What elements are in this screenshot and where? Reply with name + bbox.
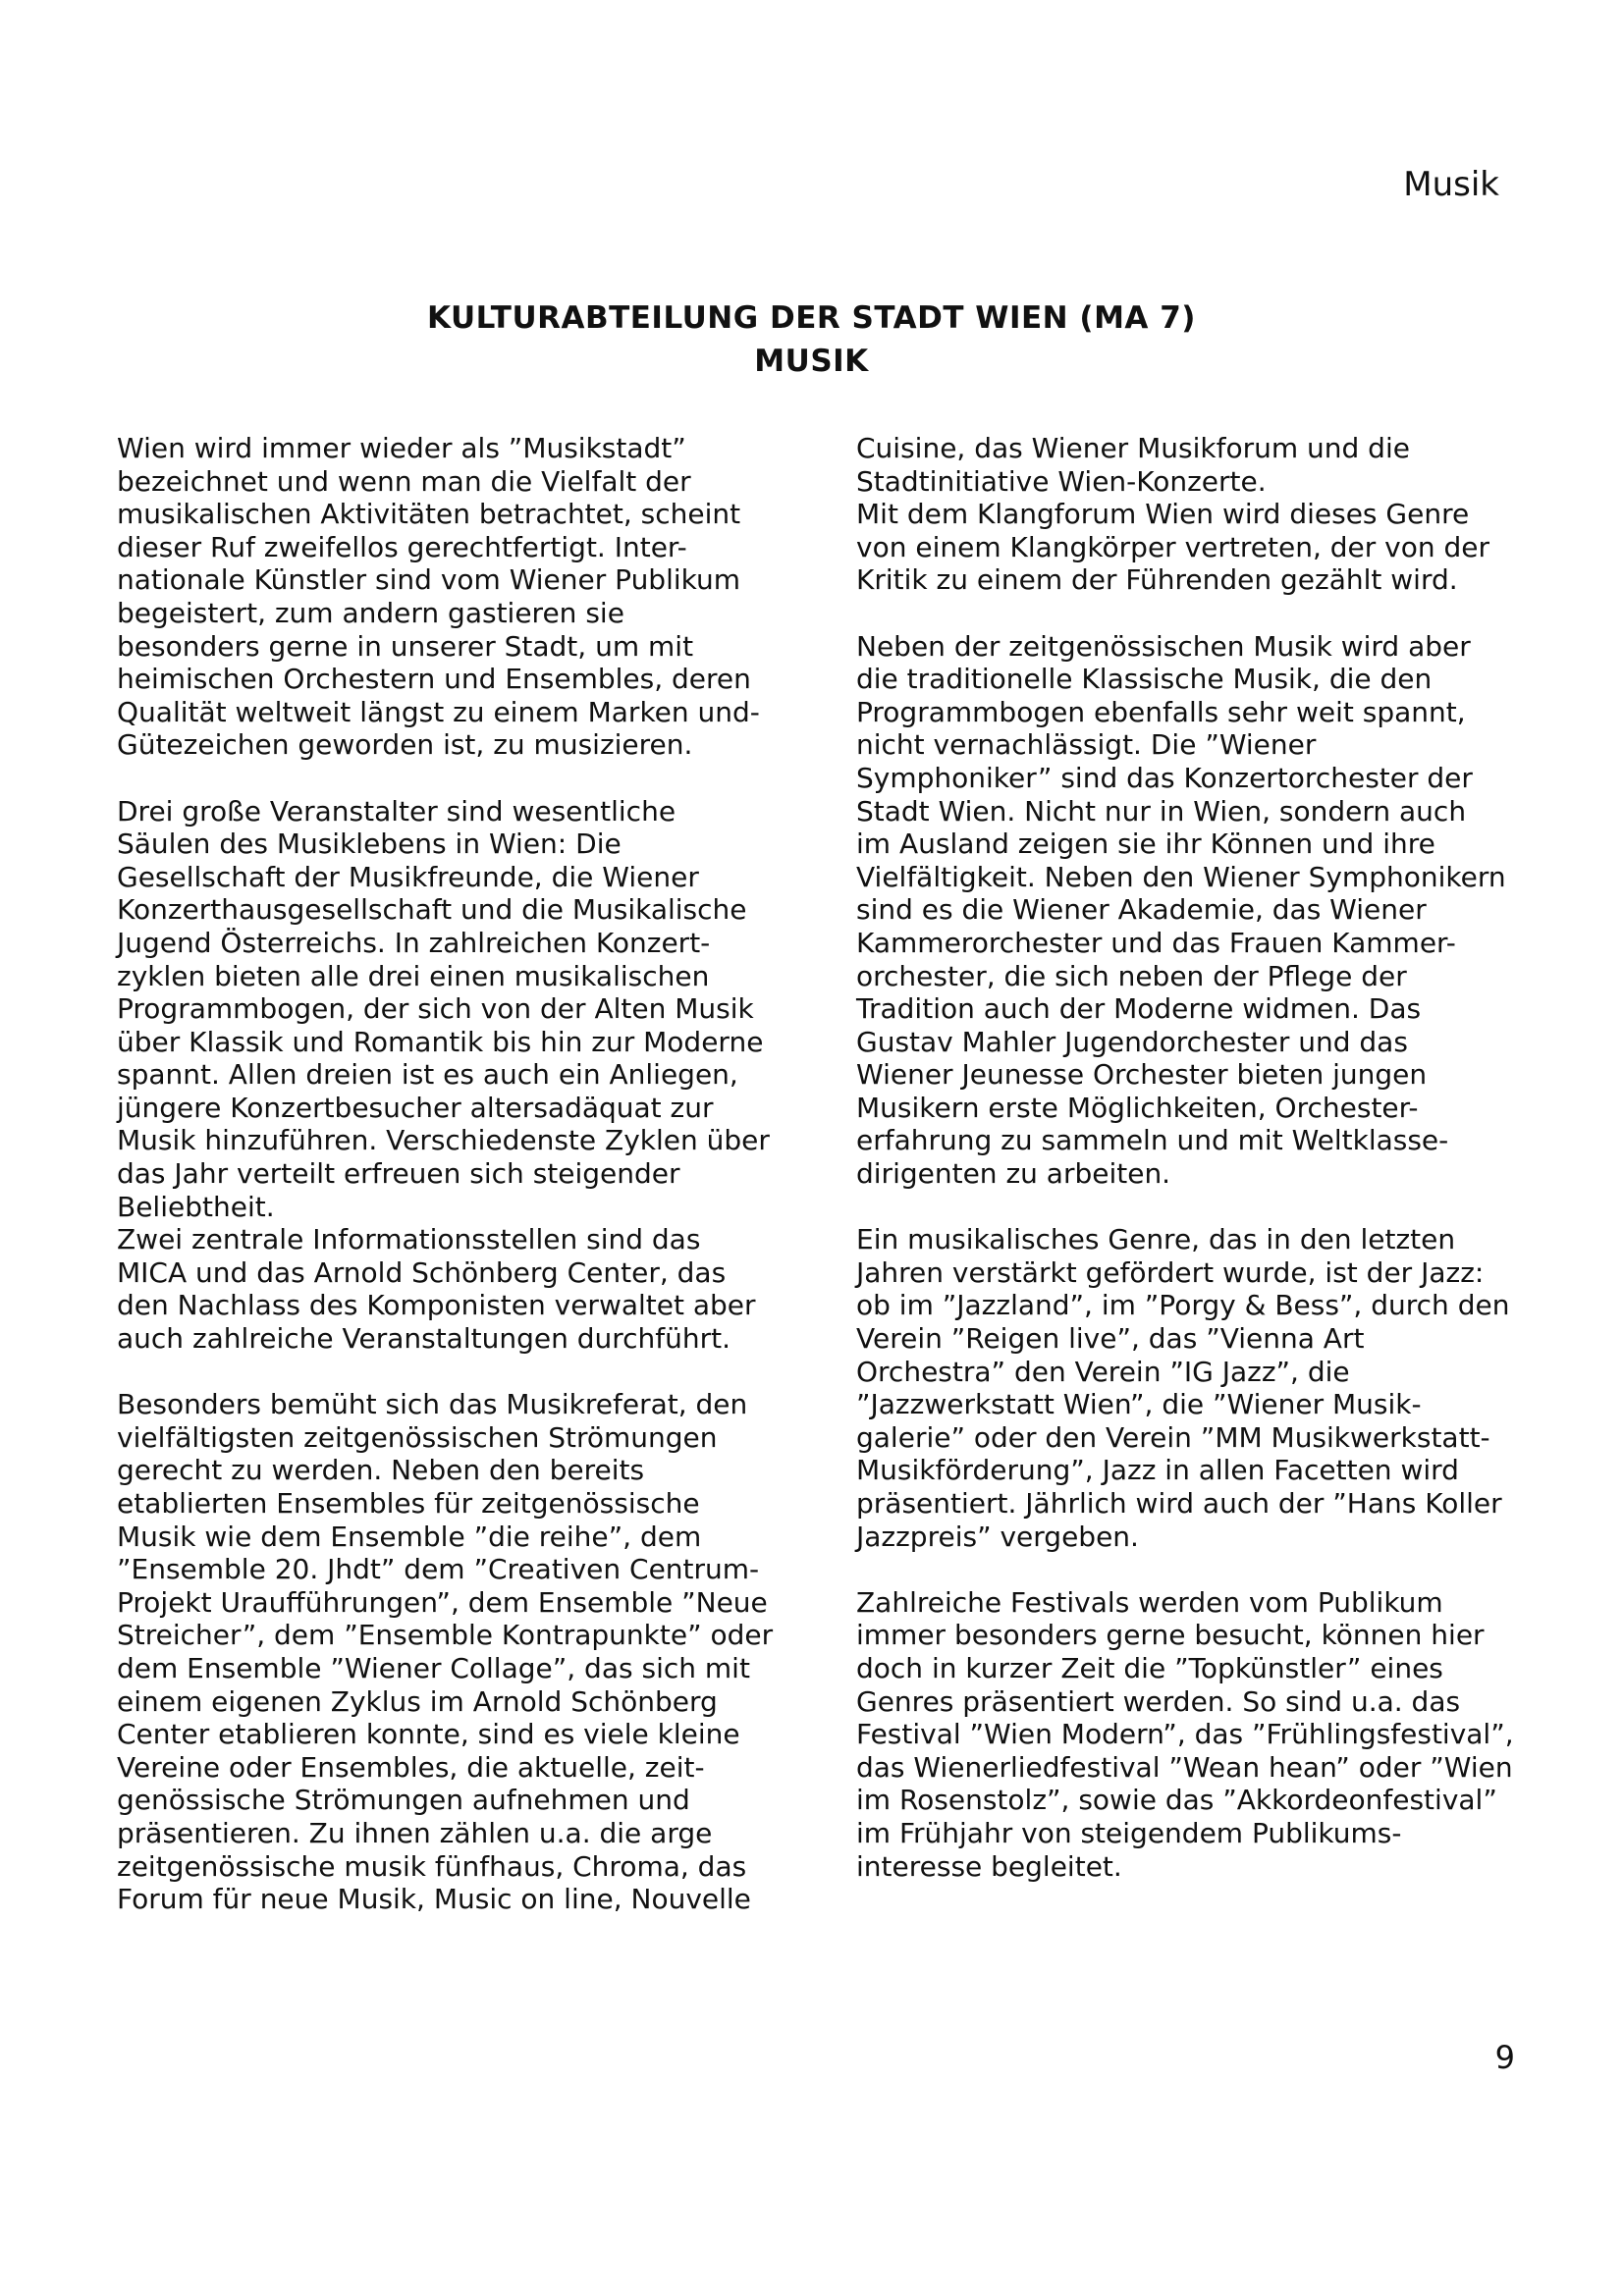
text-line: auch zahlreiche Veranstaltungen durchführt. [117, 1322, 731, 1356]
paragraph [117, 795, 804, 1356]
text-line: interesse begleitet. [856, 1849, 1122, 1883]
text-line: heimischen Orchestern und Ensembles, deren [117, 663, 751, 696]
text-line: präsentiert. Jährlich wird auch der ”Hans Koller [856, 1487, 1502, 1520]
text-line: besonders gerne in unserer Stadt, um mit [117, 629, 694, 663]
text-line: Konzerthausgesellschaft und die Musikalische [117, 893, 747, 927]
text-line: Streicher”, dem ”Ensemble Kontrapunkte” oder [117, 1619, 774, 1652]
text-line: Jazzpreis” vergeben. [856, 1520, 1139, 1553]
text-line: Qualität weltweit längst zu einem Marken und- [117, 695, 760, 728]
text-line: immer besonders gerne besucht, können hier [856, 1619, 1485, 1652]
text-line: im Rosenstolz”, sowie das ”Akkordeonfestival” [856, 1784, 1497, 1817]
text-line: von einem Klangkörper vertreten, der von der [856, 530, 1490, 563]
text-line: Musikförderung”, Jazz in allen Facetten wird [856, 1454, 1459, 1487]
text-line: den Nachlass des Komponisten verwaltet aber [117, 1289, 756, 1322]
text-line: Mit dem Klangforum Wien wird dieses Genre [856, 498, 1470, 531]
text-line: im Frühjahr von steigendem Publikums- [856, 1816, 1402, 1849]
text-line: MICA und das Arnold Schönberg Center, das [117, 1255, 727, 1289]
text-line: Genres präsentiert werden. So sind u.a. das [856, 1684, 1461, 1718]
text-line: dieser Ruf zweifellos gerechtfertigt. Inter- [117, 530, 687, 563]
text-line: Stadt Wien. Nicht nur in Wien, sondern auch [856, 794, 1467, 828]
paragraph [117, 432, 804, 762]
text-line: Projekt Uraufführungen”, dem Ensemble ”Neue [117, 1585, 768, 1619]
right-column [856, 432, 1543, 1916]
text-line: Neben der zeitgenössischen Musik wird aber [856, 629, 1471, 663]
text-line: Festival ”Wien Modern”, das ”Frühlingsfestival”, [856, 1718, 1514, 1751]
left-column [117, 432, 804, 1949]
text-line: Drei große Veranstalter sind wesentliche [117, 794, 676, 828]
text-line: Wien wird immer wieder als ”Musikstadt” [117, 432, 686, 464]
text-line: genössische Strömungen aufnehmen und [117, 1784, 690, 1817]
text-line: zeitgenössische musik fünfhaus, Chroma, das [117, 1849, 747, 1883]
text-line: galerie” oder den Verein ”MM Musikwerkstatt- [856, 1420, 1490, 1454]
paragraph [856, 1223, 1543, 1553]
text-line: im Ausland zeigen sie ihr Können und ihre [856, 828, 1435, 861]
text-line: das Wienerliedfestival ”Wean hean” oder ”Wien [856, 1750, 1513, 1784]
text-line: präsentieren. Zu ihnen zählen u.a. die arge [117, 1816, 713, 1849]
paragraph [856, 432, 1543, 597]
text-line: Beliebtheit. [117, 1190, 275, 1223]
text-line: Säulen des Musiklebens in Wien: Die [117, 828, 622, 861]
paragraph [856, 630, 1543, 1191]
text-line: etablierten Ensembles für zeitgenössische [117, 1487, 700, 1520]
text-line: Zwei zentrale Informationsstellen sind das [117, 1223, 701, 1256]
text-line: die traditionelle Klassische Musik, die den [856, 663, 1433, 696]
text-line: über Klassik und Romantik bis hin zur Moderne [117, 1025, 764, 1058]
text-line: erfahrung zu sammeln und mit Weltklasse- [856, 1124, 1449, 1157]
text-line: orchester, die sich neben der Pflege der [856, 959, 1407, 992]
paragraph [117, 1388, 804, 1916]
paragraph [856, 1586, 1543, 1883]
text-line: Vielfältigkeit. Neben den Wiener Symphonikern [856, 860, 1506, 893]
title-line-2: MUSIK [754, 344, 869, 379]
text-line: jüngere Konzertbesucher altersadäquat zur [117, 1091, 714, 1124]
text-line: Vereine oder Ensembles, die aktuelle, zeit- [117, 1750, 705, 1784]
text-line: Forum für neue Musik, Music on line, Nouvelle [117, 1883, 751, 1916]
page-number: 9 [1494, 2039, 1515, 2076]
title-line-1: KULTURABTEILUNG DER STADT WIEN (MA 7) [427, 300, 1196, 336]
text-line: Tradition auch der Moderne widmen. Das [856, 992, 1422, 1026]
text-line: vielfältigsten zeitgenössischen Strömungen [117, 1420, 718, 1454]
text-line: Kritik zu einem der Führenden gezählt wird. [856, 563, 1458, 597]
text-line: ”Jazzwerkstatt Wien”, die ”Wiener Musik- [856, 1388, 1422, 1421]
text-line: ob im ”Jazzland”, im ”Porgy & Bess”, durch den [856, 1289, 1510, 1322]
text-line: doch in kurzer Zeit die ”Topkünstler” eines [856, 1651, 1443, 1684]
text-line: Gustav Mahler Jugendorchester und das [856, 1025, 1408, 1058]
text-line: Gütezeichen geworden ist, zu musizieren. [117, 728, 693, 762]
text-line: Jugend Österreichs. In zahlreichen Konzert- [117, 926, 711, 959]
text-line: dem Ensemble ”Wiener Collage”, das sich mit [117, 1651, 750, 1684]
text-line: Programmbogen, der sich von der Alten Musik [117, 992, 754, 1026]
text-line: Besonders bemüht sich das Musikreferat, den [117, 1388, 748, 1421]
text-line: Symphoniker” sind das Konzertorchester der [856, 761, 1473, 794]
text-line: einem eigenen Zyklus im Arnold Schönberg [117, 1684, 718, 1718]
text-line: Orchestra” den Verein ”IG Jazz”, die [856, 1355, 1350, 1388]
text-line: nationale Künstler sind vom Wiener Publikum [117, 563, 741, 597]
text-line: Ein musikalisches Genre, das in den letzten [856, 1223, 1456, 1256]
text-line: begeistert, zum andern gastieren sie [117, 596, 624, 629]
text-line: bezeichnet und wenn man die Vielfalt der [117, 464, 691, 498]
text-line: nicht vernachlässigt. Die ”Wiener [856, 728, 1317, 762]
text-line: Musikern erste Möglichkeiten, Orchester- [856, 1091, 1419, 1124]
section-label: Musik [1403, 165, 1499, 204]
text-line: zyklen bieten alle drei einen musikalischen [117, 959, 710, 992]
text-line: dirigenten zu arbeiten. [856, 1157, 1171, 1191]
text-line: Jahren verstärkt gefördert wurde, ist der Jazz: [856, 1255, 1485, 1289]
text-line: Kammerorchester und das Frauen Kammer- [856, 926, 1456, 959]
text-line: Musik wie dem Ensemble ”die reihe”, dem [117, 1520, 702, 1553]
text-line: Cuisine, das Wiener Musikforum und die [856, 432, 1410, 464]
text-line: Stadtinitiative Wien-Konzerte. [856, 464, 1267, 498]
text-line: Zahlreiche Festivals werden vom Publikum [856, 1585, 1443, 1619]
text-line: sind es die Wiener Akademie, das Wiener [856, 893, 1427, 927]
text-line: Gesellschaft der Musikfreunde, die Wiener [117, 860, 699, 893]
text-line: Programmbogen ebenfalls sehr weit spannt, [856, 695, 1466, 728]
text-line: Center etablieren konnte, sind es viele kleine [117, 1718, 740, 1751]
text-line: Verein ”Reigen live”, das ”Vienna Art [856, 1322, 1365, 1356]
text-line: das Jahr verteilt erfreuen sich steigender [117, 1157, 680, 1191]
text-line: gerecht zu werden. Neben den bereits [117, 1454, 645, 1487]
text-line: Musik hinzuführen. Verschiedenste Zyklen über [117, 1124, 770, 1157]
text-line: ”Ensemble 20. Jhdt” dem ”Creativen Centrum- [117, 1553, 760, 1586]
page-title [0, 296, 1623, 383]
text-line: spannt. Allen dreien ist es auch ein Anliegen, [117, 1058, 738, 1092]
text-line: musikalischen Aktivitäten betrachtet, scheint [117, 498, 741, 531]
text-line: Wiener Jeunesse Orchester bieten jungen [856, 1058, 1428, 1092]
